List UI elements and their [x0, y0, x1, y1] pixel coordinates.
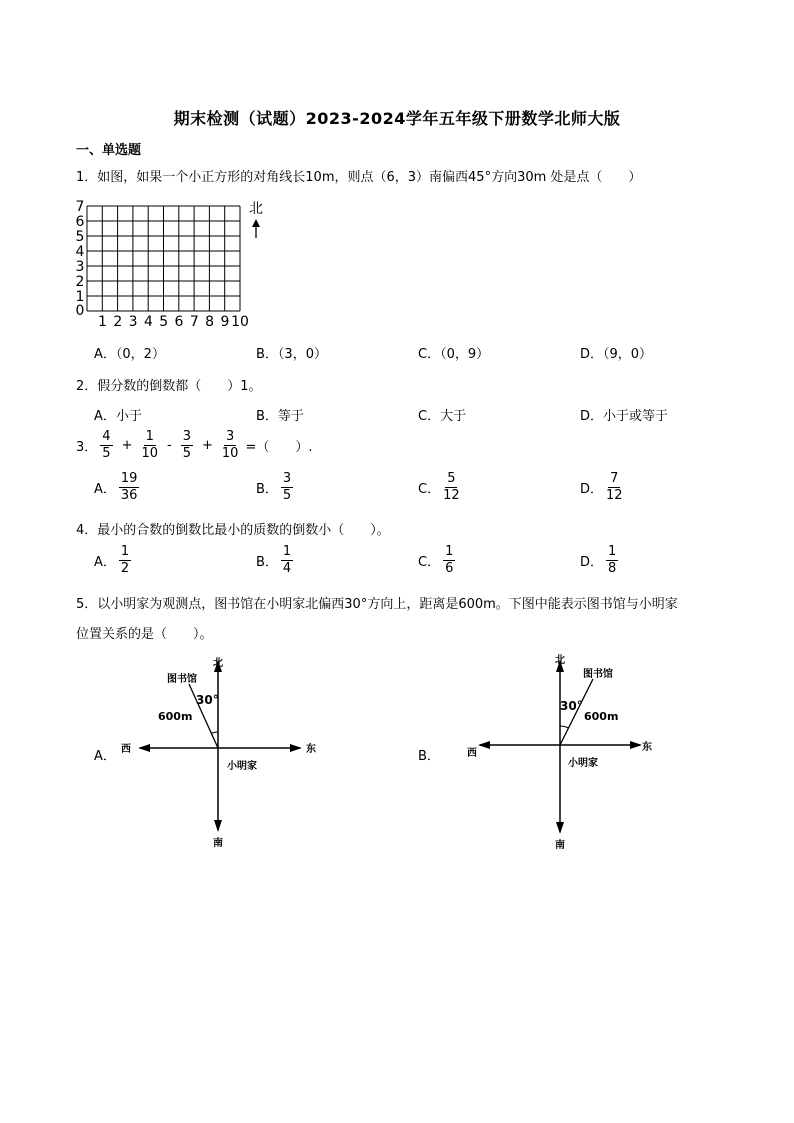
- question-text: 假分数的倒数都（ ）1。: [97, 379, 262, 394]
- north-arrow-icon: [252, 219, 260, 238]
- west-label: 西: [121, 744, 131, 755]
- question-tail: =（ ）.: [245, 439, 313, 455]
- north-label: 北: [555, 655, 565, 666]
- south-arrow-icon: [556, 822, 564, 834]
- y-tick-label: 2: [75, 274, 85, 290]
- q3-option-a[interactable]: A． $\frac{19}{36}$: [94, 471, 138, 503]
- question-text: 最小的合数的倒数比最小的质数的倒数小（ ）。: [97, 523, 390, 538]
- q3-option-c[interactable]: C． $\frac{5}{12}$: [418, 471, 460, 503]
- east-arrow-icon: [290, 744, 302, 752]
- x-tick-label: 10: [231, 314, 249, 330]
- x-tick-label: 6: [174, 314, 184, 330]
- question-number: 1．: [76, 170, 98, 185]
- north-label: 北: [213, 658, 223, 669]
- east-arrow-icon: [630, 741, 642, 749]
- x-tick-label: 5: [159, 314, 169, 330]
- x-tick-label: 3: [128, 314, 138, 330]
- library-label: 图书馆: [167, 674, 197, 685]
- question-2: [76, 375, 262, 394]
- east-label: 东: [642, 742, 652, 753]
- q2-option-a[interactable]: A．小于: [94, 409, 142, 424]
- west-label: 西: [467, 748, 477, 759]
- home-label: 小明家: [227, 761, 257, 772]
- y-tick-label: 5: [75, 229, 85, 245]
- home-label: 小明家: [568, 758, 598, 769]
- question-3: [76, 430, 312, 460]
- grid-lines: [87, 206, 240, 311]
- question-1: [76, 166, 641, 185]
- q3-option-b[interactable]: B． $\frac{3}{5}$: [256, 471, 292, 503]
- distance-label: 600m: [584, 710, 619, 723]
- y-axis-labels: [76, 199, 85, 319]
- q4-option-d[interactable]: D． $\frac{1}{8}$: [580, 544, 617, 576]
- north-label: 北: [249, 201, 263, 217]
- y-tick-label: 4: [75, 244, 85, 260]
- y-tick-label: 6: [75, 214, 85, 230]
- x-axis-labels: [98, 314, 249, 330]
- q2-option-d[interactable]: D．小于或等于: [580, 409, 669, 424]
- south-label: 南: [555, 840, 565, 851]
- distance-label: 600m: [158, 710, 193, 723]
- question-number: 4．: [76, 523, 98, 538]
- south-label: 南: [213, 838, 223, 849]
- fraction: $\frac{1}{10}$: [141, 429, 159, 461]
- compass-diagram-a: [110, 652, 320, 857]
- question-5: [76, 593, 678, 612]
- y-tick-label: 1: [75, 289, 85, 305]
- q3-option-d[interactable]: D． $\frac{7}{12}$: [580, 471, 623, 503]
- q1-option-a[interactable]: A．（0，2）: [94, 347, 165, 362]
- west-arrow-icon: [478, 741, 490, 749]
- y-tick-label: 0: [75, 303, 85, 319]
- operator: +: [121, 437, 133, 453]
- question-5-line-2: 位置关系的是（ ）。: [76, 627, 213, 642]
- q1-option-c[interactable]: C．（0，9）: [418, 347, 490, 362]
- fraction: $\frac{4}{5}$: [102, 429, 111, 461]
- page-title: 期末检测（试题）2023-2024学年五年级下册数学北师大版: [173, 109, 621, 128]
- coordinate-grid: [72, 196, 272, 331]
- q1-option-b[interactable]: B．（3，0）: [256, 347, 327, 362]
- fraction: $\frac{3}{10}$: [221, 429, 239, 461]
- angle-label: 30°: [560, 699, 583, 713]
- q4-option-b[interactable]: B． $\frac{1}{4}$: [256, 544, 292, 576]
- east-label: 东: [306, 744, 316, 755]
- x-tick-label: 7: [189, 314, 199, 330]
- question-text: 如图，如果一个小正方形的对角线长10m，则点（6，3）南偏西45°方向30m 处是点（ ）: [97, 170, 642, 185]
- x-tick-label: 2: [113, 314, 123, 330]
- y-tick-label: 3: [75, 259, 85, 275]
- y-tick-label: 7: [75, 199, 85, 215]
- compass-diagram-b: [452, 650, 662, 855]
- q5-option-a[interactable]: A．: [94, 749, 116, 764]
- x-tick-label: 9: [220, 314, 230, 330]
- angle-arc: [560, 726, 569, 728]
- question-4: [76, 519, 390, 538]
- angle-label: 30°: [196, 693, 219, 707]
- west-arrow-icon: [138, 744, 150, 752]
- q5-option-b[interactable]: B．: [418, 749, 440, 764]
- q2-option-b[interactable]: B．等于: [256, 409, 304, 424]
- x-tick-label: 4: [143, 314, 153, 330]
- q4-option-a[interactable]: A． $\frac{1}{2}$: [94, 544, 130, 576]
- question-text: 以小明家为观测点，图书馆在小明家北偏西30°方向上，距离是600m。下图中能表示图书馆与小明家: [97, 597, 678, 612]
- section-heading: 一、单选题: [76, 143, 142, 158]
- library-label: 图书馆: [583, 669, 613, 680]
- q1-option-d[interactable]: D．（9，0）: [580, 347, 653, 362]
- x-tick-label: 1: [98, 314, 107, 330]
- south-arrow-icon: [214, 820, 222, 832]
- angle-arc: [211, 732, 218, 734]
- q2-option-c[interactable]: C．大于: [418, 409, 467, 424]
- question-number: 2．: [76, 379, 98, 394]
- fraction: $\frac{3}{5}$: [182, 429, 191, 461]
- question-number: 5．: [76, 597, 98, 612]
- operator: +: [202, 437, 213, 453]
- x-tick-label: 8: [205, 314, 215, 330]
- q4-option-c[interactable]: C． $\frac{1}{6}$: [418, 544, 454, 576]
- operator: -: [167, 437, 172, 453]
- question-number: 3．: [76, 439, 98, 455]
